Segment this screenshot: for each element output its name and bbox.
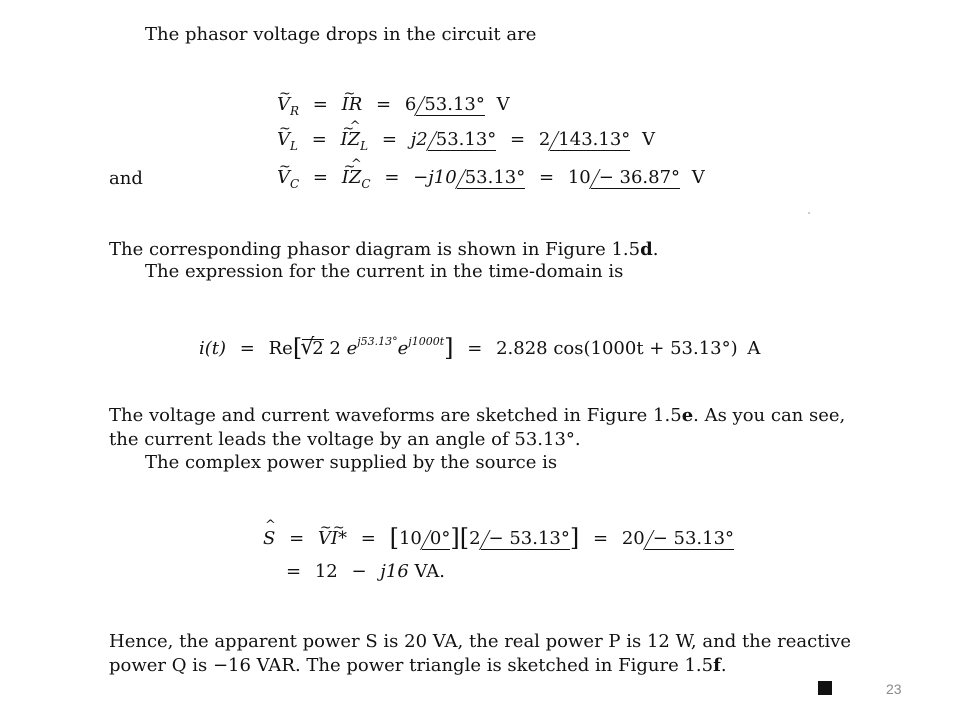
current-coefficient: 2: [329, 338, 341, 359]
vr-equals-1: =: [312, 94, 328, 115]
time-domain-intro-text: The expression for the current in the time-domain is: [145, 261, 624, 282]
vr-subscript: R: [290, 104, 300, 118]
vc-equation: [277, 169, 705, 189]
power-result-magnitude: 20: [621, 528, 645, 549]
power-conjugate-star: *: [338, 528, 348, 549]
vl-angle-1: 53.13°: [428, 131, 497, 151]
exp-time: j1000t: [408, 335, 445, 348]
waveform-text-line-2: the current leads the voltage by an angle of 53.13°.: [109, 429, 581, 450]
vl-equals-1: =: [311, 129, 327, 150]
vr-current-symbol: ~ I: [342, 96, 349, 114]
vl-impedance-subscript: L: [360, 139, 369, 153]
waveform-text-line-1: The voltage and current waveforms are sketched in Figure 1.5: [109, 405, 682, 426]
power-symbol: ^ S: [263, 530, 275, 548]
power-voltage-symbol: ~ V: [318, 530, 331, 548]
current-open-bracket: [: [292, 334, 303, 362]
power-result-angle: − 53.13°: [645, 530, 734, 550]
vl-current-symbol: ~ I: [341, 131, 348, 149]
vl-equation: [277, 131, 655, 151]
power-open-bracket-1: [: [389, 524, 399, 552]
vl-angle-2: 143.13°: [550, 131, 630, 151]
vc-impedance-symbol: ^ Z: [349, 169, 362, 187]
current-amplitude: 2.828: [496, 338, 548, 359]
figure-reference-f: f: [713, 655, 721, 676]
and-label: and: [109, 168, 143, 189]
waveform-sentence-line-1: [109, 407, 845, 425]
phasor-diagram-text: The corresponding phasor diagram is shown in Figure 1.5: [109, 239, 641, 260]
vl-subscript: L: [290, 139, 298, 153]
vl-unit: V: [642, 129, 656, 150]
vc-equals-1: =: [312, 167, 329, 188]
current-unit: A: [747, 338, 761, 359]
vc-impedance-subscript: C: [361, 177, 371, 191]
complex-power-intro-text: The complex power supplied by the source is: [145, 452, 558, 473]
power-voltage-angle: 0°: [422, 530, 450, 550]
current-close-bracket: ]: [444, 334, 454, 362]
hence-sentence-line-2: [109, 657, 727, 675]
hence-text-line-2-end: .: [720, 655, 727, 676]
power-equals-2: =: [360, 528, 376, 549]
vc-angle-1: 53.13°: [457, 169, 526, 189]
current-equals-1: =: [239, 338, 255, 359]
vl-impedance-symbol: ^ Z: [348, 131, 361, 149]
vr-angle: 53.13°: [416, 96, 485, 116]
page-number: 23: [886, 681, 902, 697]
vc-angle-2: − 36.87°: [591, 169, 680, 189]
sqrt-two: √ 2: [302, 339, 323, 359]
power-rect-equals: =: [286, 561, 302, 582]
power-current-angle: − 53.13°: [481, 530, 570, 550]
power-voltage-magnitude: 10: [398, 528, 422, 549]
exp-phase: j53.13°: [357, 335, 398, 348]
complex-power-equation: [263, 524, 734, 550]
current-lhs: i(t): [199, 338, 227, 359]
hence-text-line-1: Hence, the apparent power S is 20 VA, the real power P is 12 W, and the reactive: [109, 631, 852, 652]
vl-magnitude: 2: [538, 129, 551, 150]
power-minus-sign: −: [351, 561, 367, 582]
power-close-bracket-1: ]: [450, 524, 460, 552]
figure-reference-e: e: [681, 405, 694, 426]
waveform-text-line-1-end: . As you can see,: [693, 405, 846, 426]
current-equation: [199, 334, 761, 362]
power-rect-unit: VA.: [414, 561, 446, 582]
phasor-diagram-period: .: [652, 239, 659, 260]
power-close-bracket-2: ]: [569, 524, 580, 552]
vr-symbol: ~ V: [277, 96, 290, 114]
power-imaginary-part: j16: [380, 561, 409, 582]
current-equals-2: =: [467, 338, 483, 359]
vc-prefix: −j10: [413, 167, 457, 188]
vc-equals-3: =: [538, 167, 555, 188]
vc-equals-2: =: [384, 167, 400, 188]
vc-current-symbol: ~ I: [342, 169, 349, 187]
power-current-symbol: ~ I: [331, 530, 338, 548]
vr-unit: V: [496, 94, 510, 115]
end-of-proof-square: [818, 681, 832, 695]
vl-prefix: j2: [410, 129, 428, 150]
power-open-bracket-2: [: [459, 524, 470, 552]
figure-reference-d: d: [640, 239, 653, 260]
vc-subscript: C: [290, 177, 300, 191]
vl-symbol: ~ V: [277, 131, 290, 149]
scan-speck: [808, 212, 810, 214]
vr-resistance-symbol: R: [348, 94, 363, 115]
phasor-diagram-sentence: [109, 241, 658, 259]
vc-symbol: ~ V: [277, 169, 290, 187]
exp-base-1: e: [346, 338, 358, 359]
power-equals-1: =: [289, 528, 305, 549]
vr-equals-2: =: [376, 94, 392, 115]
vc-unit: V: [691, 167, 705, 188]
vc-magnitude: 10: [567, 167, 591, 188]
power-rectangular-equation: [286, 563, 445, 581]
hence-text-line-2: power Q is −16 VAR. The power triangle is sketched in Figure 1.5: [109, 655, 714, 676]
vl-equals-2: =: [381, 129, 397, 150]
power-equals-3: =: [592, 528, 609, 549]
power-real-part: 12: [314, 561, 338, 582]
exp-base-2: e: [397, 338, 409, 359]
vr-equation: [277, 96, 510, 116]
phasor-intro-text: The phasor voltage drops in the circuit are: [145, 24, 537, 45]
vr-magnitude: 6: [404, 94, 417, 115]
power-current-magnitude: 2: [469, 528, 481, 549]
real-part-operator: Re: [268, 338, 293, 359]
vl-equals-3: =: [510, 129, 526, 150]
current-cosine: cos(1000t + 53.13°): [553, 338, 738, 359]
